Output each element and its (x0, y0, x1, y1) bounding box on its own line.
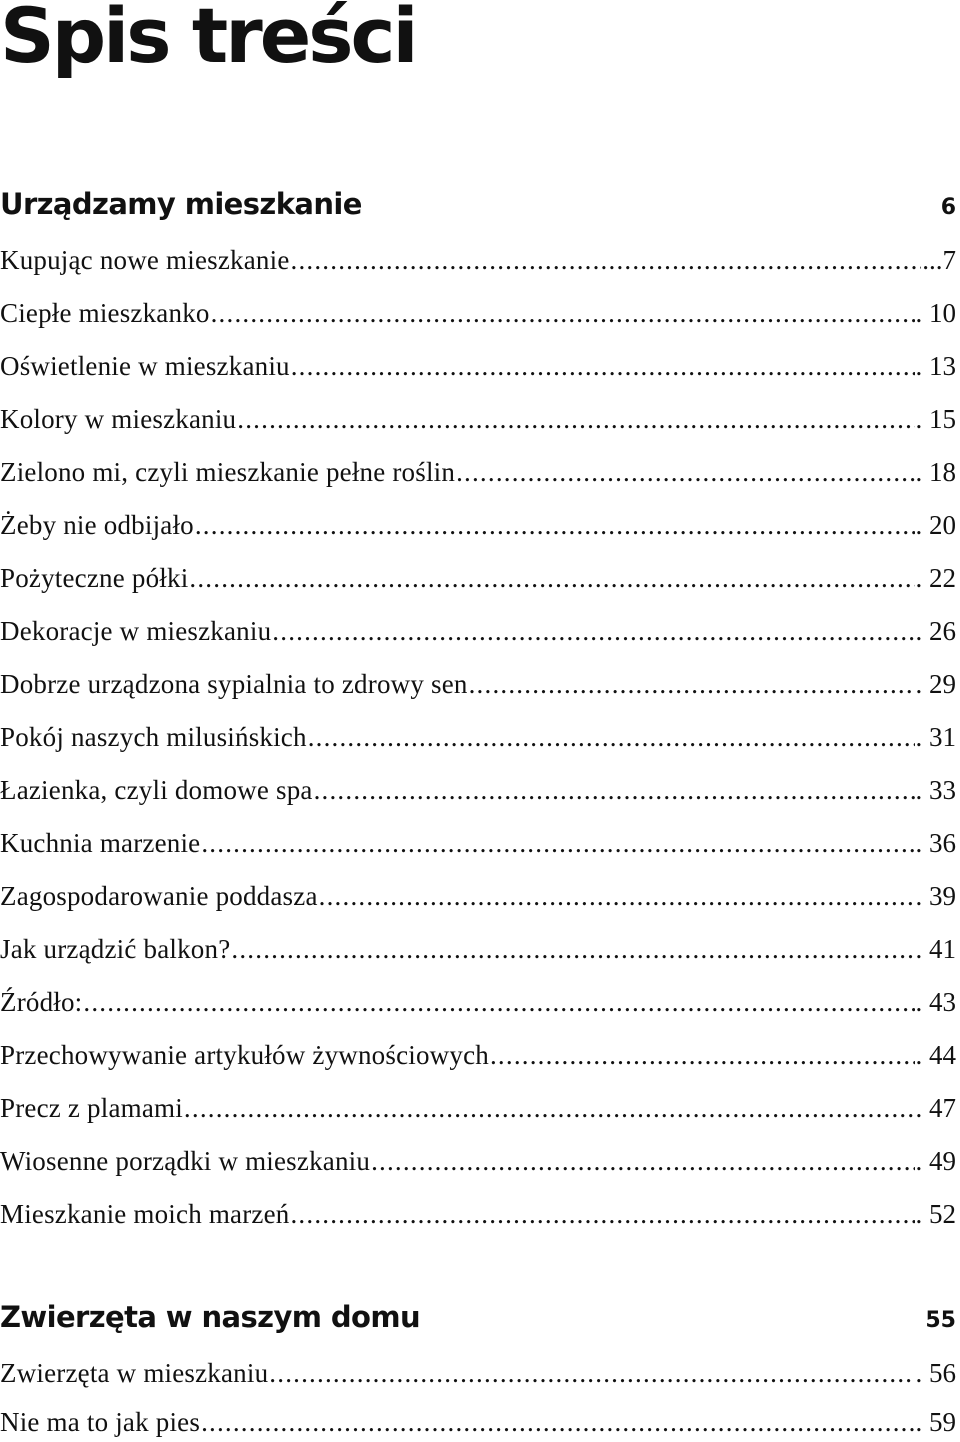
toc-entry[interactable] (0, 876, 956, 916)
dot-leader (237, 399, 914, 439)
entry-page-number: ...7 (922, 245, 956, 275)
toc-entry[interactable] (0, 1353, 956, 1393)
entry-page-number: . 39 (915, 881, 956, 911)
entry-page-number: . 20 (915, 510, 956, 540)
dot-leader (231, 929, 914, 969)
entry-title: Kolory w mieszkaniu (0, 404, 237, 434)
entry-title: Źródło: (0, 987, 83, 1017)
dot-leader (314, 770, 915, 810)
dot-leader (201, 823, 914, 863)
entry-title: Kuchnia marzenie (0, 828, 201, 858)
dot-leader (272, 611, 914, 651)
entry-title: Łazienka, czyli domowe spa (0, 775, 313, 805)
entry-page-number: . 43 (915, 987, 956, 1017)
toc-entry[interactable] (0, 240, 956, 280)
entry-title: Zielono mi, czyli mieszkanie pełne roślin (0, 457, 456, 487)
toc-entry[interactable] (0, 1402, 956, 1442)
toc-entry[interactable] (0, 929, 956, 969)
entry-page-number: . 26 (915, 616, 956, 646)
dot-leader (490, 1035, 915, 1075)
toc-entry[interactable] (0, 823, 956, 863)
dot-leader (291, 240, 922, 280)
toc-entry[interactable] (0, 558, 956, 598)
entry-page-number: . 44 (915, 1040, 956, 1070)
section-title: Urządzamy mieszkanie (0, 187, 362, 221)
entry-title: Pokój naszych milusińskich (0, 722, 307, 752)
entry-title: Kupując nowe mieszkanie (0, 245, 290, 275)
toc-entry[interactable] (0, 505, 956, 545)
dot-leader (308, 717, 915, 757)
entry-title: Żeby nie odbijało (0, 510, 194, 540)
entry-title: Zagospodarowanie poddasza (0, 881, 318, 911)
dot-leader (371, 1141, 914, 1181)
entry-title: Oświetlenie w mieszkaniu (0, 351, 290, 381)
entry-title: Dekoracje w mieszkaniu (0, 616, 272, 646)
dot-leader (195, 505, 915, 545)
toc-entry[interactable] (0, 664, 956, 704)
entry-page-number: . 59 (915, 1407, 956, 1437)
entry-title: Zwierzęta w mieszkaniu (0, 1358, 269, 1388)
entry-title: Nie ma to jak pies (0, 1407, 201, 1437)
dot-leader (290, 1194, 914, 1234)
entry-title: Wiosenne porządki w mieszkaniu (0, 1146, 371, 1176)
toc-entry[interactable] (0, 1035, 956, 1075)
dot-leader (291, 346, 915, 386)
dot-leader (83, 982, 914, 1022)
toc-entry[interactable] (0, 1194, 956, 1234)
toc-entry[interactable] (0, 1141, 956, 1181)
dot-leader (184, 1088, 915, 1128)
page-title: Spis treści (0, 0, 416, 80)
dot-leader (189, 558, 914, 598)
toc-entry[interactable] (0, 770, 956, 810)
toc-entry[interactable] (0, 293, 956, 333)
toc-entry[interactable] (0, 717, 956, 757)
dot-leader (211, 293, 915, 333)
toc-entry[interactable] (0, 399, 956, 439)
section-heading[interactable] (0, 184, 956, 228)
entry-title: Ciepłe mieszkanko (0, 298, 210, 328)
entry-page-number: . 18 (915, 457, 956, 487)
toc-entry[interactable] (0, 346, 956, 386)
dot-leader (319, 876, 915, 916)
section-page-number: 6 (940, 195, 956, 220)
entry-title: Jak urządzić balkon? (0, 934, 231, 964)
toc-entry[interactable] (0, 452, 956, 492)
toc-entry[interactable] (0, 1088, 956, 1128)
entry-page-number: . 22 (915, 563, 956, 593)
toc-entry[interactable] (0, 611, 956, 651)
entry-title: Przechowywanie artykułów żywnościowych (0, 1040, 489, 1070)
dot-leader (269, 1353, 914, 1393)
entry-page-number: . 49 (915, 1146, 956, 1176)
entry-page-number: . 13 (915, 351, 956, 381)
entry-page-number: . 36 (915, 828, 956, 858)
entry-title: Pożyteczne półki (0, 563, 189, 593)
entry-page-number: . 29 (915, 669, 956, 699)
entry-page-number: . 10 (915, 298, 956, 328)
entry-page-number: . 15 (915, 404, 956, 434)
section-heading[interactable] (0, 1297, 956, 1341)
section-title: Zwierzęta w naszym domu (0, 1300, 421, 1334)
section-page-number: 55 (925, 1308, 956, 1333)
entry-title: Mieszkanie moich marzeń (0, 1199, 290, 1229)
dot-leader (469, 664, 915, 704)
dot-leader (201, 1402, 914, 1442)
dot-leader (456, 452, 914, 492)
toc-entry[interactable] (0, 982, 956, 1022)
entry-title: Dobrze urządzona sypialnia to zdrowy sen (0, 669, 468, 699)
entry-page-number: . 56 (915, 1358, 956, 1388)
entry-page-number: . 47 (915, 1093, 956, 1123)
entry-title: Precz z plamami (0, 1093, 183, 1123)
entry-page-number: . 31 (915, 722, 956, 752)
entry-page-number: . 52 (915, 1199, 956, 1229)
entry-page-number: . 41 (915, 934, 956, 964)
entry-page-number: . 33 (915, 775, 956, 805)
